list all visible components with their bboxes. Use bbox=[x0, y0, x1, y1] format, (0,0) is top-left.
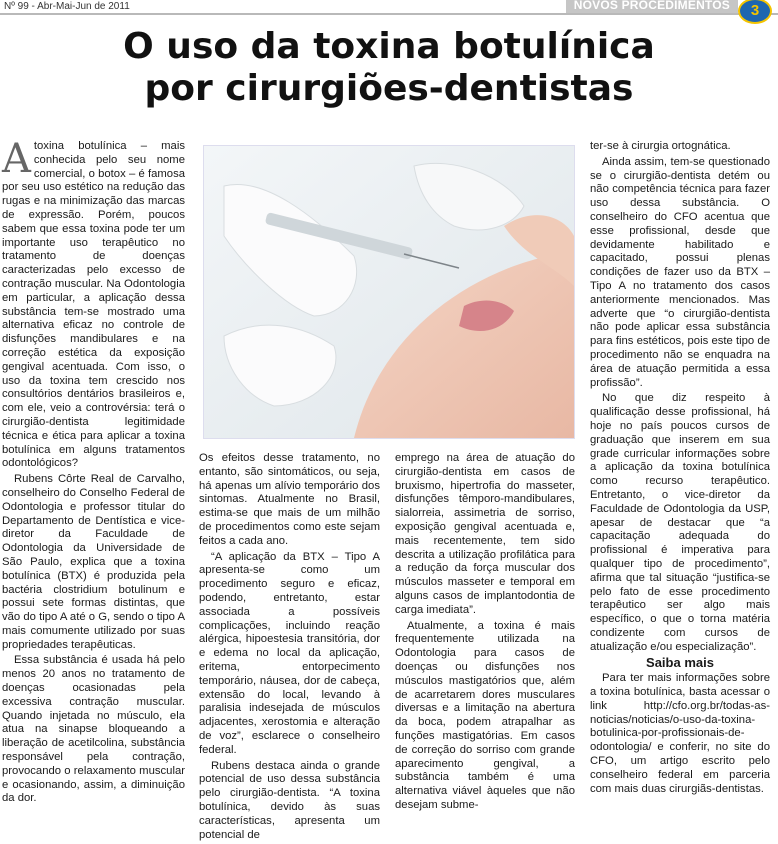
saiba-mais-text: Para ter mais informações sobre a toxina botulínica, basta acessar o link http://cfo.org.br/todas-as-noticias/noticias/o-uso-da-toxina-botulinica-por-profissionais-de-odontologia/ e conferir, no site do CFO, um artigo escrito pelo conselheiro federal em parceria com mais duas cirurgiãs-dentistas. bbox=[590, 672, 770, 795]
header-rule bbox=[0, 13, 778, 15]
saiba-mais-heading: Saiba mais bbox=[646, 655, 714, 671]
paragraph: Rubens destaca ainda o grande potencial de uso dessa substância pelo cirurgião-dentista. “A toxina botulínica, devido às suas características, apresenta um potencial de bbox=[199, 759, 380, 841]
paragraph: Ainda assim, tem-se questionado se o cirurgião-dentista detém ou não competência técnica para fazer uso dessa substância. O conselheiro do CFO acentua que esse profissional, desde que devidamente habilitado e capacitado, possui plenas condições de fazer uso da BTX – Tipo A no tratamento dos casos anteriormente mencionados. Mas adverte que “o cirurgião-dentista não pode aplicar essa substância para fins estéticos, pois este tipo de procedimento não se enquadra na área de atuação permitida a essa profissão”. bbox=[590, 155, 770, 389]
paragraph: ter-se à cirurgia ortognática. bbox=[590, 140, 731, 152]
page-number-badge: 3 bbox=[738, 0, 772, 24]
column-4 bbox=[590, 140, 770, 798]
paragraph-text: toxina botulínica – mais conhecida pelo seu nome comercial, o botox – é famosa por seu uso estético na redução das rugas e na minimização das marcas de expressão. Porém, poucos sabem que essa toxina pode ter um importante uso terapêutico no tratamento de doenças caracterizadas pelo excesso de contração muscular. Na Odontologia em particular, a aplicação dessa substância tem-se mostrado uma alternativa eficaz no controle de disfunções mandibulares e na correção estética da exposição gengival acentuada. Com isso, o uso da toxina tem crescido nos consultórios dentários brasileiros e, com ele, veio a controvérsia: terá o cirurgião-dentista legitimidade técnica e ética para aplicar a toxina botulínica em alguns tratamentos odontológicos? bbox=[2, 140, 185, 470]
paragraph: Atualmente, a toxina é mais frequentemente utilizada na Odontologia para casos de doenças ou disfunções nos músculos mastigatórios que, além de acarretarem dores musculares diversas e a limitação na abertura da boca, podem atrapalhar as funções mastigatórias. Em casos de correção do sorriso com grande aparecimento gengival, a substância também é uma alternativa viável àqueles que não desejam subme- bbox=[395, 619, 575, 811]
title-line-2: por cirurgiões-dentistas bbox=[144, 68, 634, 109]
section-tag: NOVOS PROCEDIMENTOS bbox=[566, 0, 738, 13]
page-header bbox=[0, 0, 778, 19]
title-line-1: O uso da toxina botulínica bbox=[123, 26, 655, 67]
photo-illustration bbox=[204, 146, 574, 438]
column-3 bbox=[395, 452, 575, 815]
drop-cap: A bbox=[2, 136, 31, 182]
column-1 bbox=[2, 136, 185, 808]
issue-label: Nº 99 - Abr-Mai-Jun de 2011 bbox=[4, 1, 130, 12]
article-photo bbox=[203, 145, 575, 439]
paragraph: “A aplicação da BTX – Tipo A apresenta-se como um procedimento seguro e eficaz, podendo, entretanto, estar associada a possíveis complicações, incluindo reação alérgica, hipoestesia transitória, dor e edema no local da aplicação, eritema, entorpecimento temporário, náusea, dor de cabeça, extensão do local, levando à paralisia indesejada de músculos adjacentes, xerostomia e alteração de voz”, esclarece o conselheiro federal. bbox=[199, 550, 380, 756]
article-title bbox=[0, 26, 778, 110]
paragraph bbox=[2, 136, 185, 471]
column-2 bbox=[199, 452, 380, 844]
paragraph: emprego na área de atuação do cirurgião-dentista em casos de bruxismo, hipertrofia do masseter, disfunções têmporo-mandibulares, sialorreia, assimetria de sorriso, exposição gengival acentuada e, mais recentemente, tem sido descrita a utilização profilática para a redução da força muscular dos músculos masseter e temporal em alguns casos de implantodontia de carga imediata”. bbox=[395, 452, 575, 616]
paragraph: Os efeitos desse tratamento, no entanto, são sintomáticos, ou seja, há apenas um alívio temporário dos sintomas. Atualmente no Brasil, estima-se que mais de um milhão de procedimentos como este sejam feitos a cada ano. bbox=[199, 452, 380, 547]
paragraph: Rubens Côrte Real de Carvalho, conselheiro do Conselho Federal de Odontologia e professor titular do Departamento de Dentística e vice-diretor da Faculdade de Odontologia da Universidade de São Paulo, explica que a toxina botulínica (BTX) é produzida pela bactéria clostridium botulinum e possui sete formas distintas, que vão do tipo A até o G, sendo o tipo A mais comumente utilizado por suas propriedades terapêuticas. bbox=[2, 473, 185, 651]
paragraph: Essa substância é usada há pelo menos 20 anos no tratamento de doenças ocasionadas pela excessiva contração muscular. Quando injetada no músculo, ela atua na sinapse bloqueando a liberação de acetilcolina, substância responsável pela contração, provocando o relaxamento muscular e ocasionando, assim, a diminuição da dor. bbox=[2, 654, 185, 805]
paragraph: No que diz respeito à qualificação desse profissional, há hoje no país poucos cursos de graduação que inserem em sua grade curricular informações sobre a aplicação da toxina botulínica como recurso terapêutico. Entretanto, o vice-diretor da Faculdade de Odontologia da USP, apesar de destacar que “a capacitação adequada do profissional é imperativa para qualquer tipo de procedimento”, afirma que tal situação “justifica-se pelo fato de esse procedimento terapêutico ser algo mais específico, o que o torna matéria condizente com cursos de atualização e/ou especialização”. bbox=[590, 392, 770, 653]
